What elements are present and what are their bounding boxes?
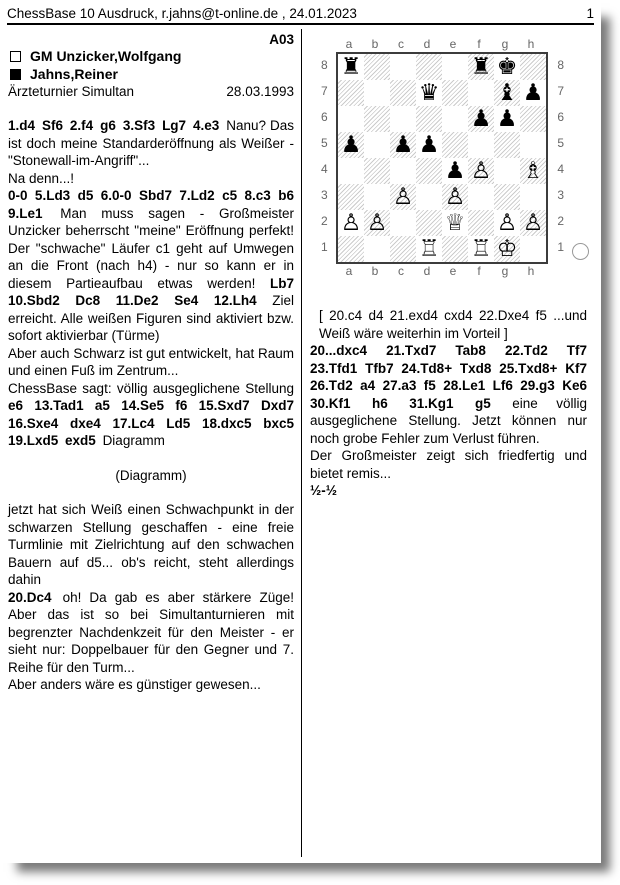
rank-label-2: 2 [321, 214, 328, 228]
chess-piece-bB-g7: ♝ [496, 80, 518, 106]
board-square-d1 [416, 236, 442, 262]
board-square-c6 [390, 106, 416, 132]
board-square-a6 [338, 106, 364, 132]
board-square-g5 [494, 132, 520, 158]
white-player-name: GM Unzicker,Wolfgang [30, 48, 182, 64]
chess-piece-wP-b2: ♙ [366, 210, 388, 236]
board-square-g4 [494, 158, 520, 184]
board-square-b1 [364, 236, 390, 262]
rank-label-2: 2 [557, 214, 564, 228]
chess-piece-wP-g2: ♙ [496, 210, 518, 236]
board-square-g1 [494, 236, 520, 262]
board-square-e1 [442, 236, 468, 262]
board-square-g8 [494, 54, 520, 80]
board-square-h6 [520, 106, 546, 132]
rank-labels-right [548, 52, 564, 264]
file-label-b: b [371, 37, 379, 51]
rank-labels-left [320, 52, 336, 264]
board-square-d6 [416, 106, 442, 132]
rank-label-8: 8 [557, 58, 564, 72]
file-labels-bottom [336, 264, 564, 279]
file-label-a: a [345, 264, 353, 278]
black-player-name: Jahns,Reiner [30, 66, 118, 82]
file-label-g: g [501, 37, 509, 51]
board-square-h1 [520, 236, 546, 262]
two-column-layout [7, 25, 594, 857]
chess-piece-wP-a2: ♙ [340, 210, 362, 236]
left-column [7, 25, 301, 857]
chess-piece-bR-f8: ♜ [470, 54, 492, 80]
chess-piece-bP-h7: ♟ [522, 80, 544, 106]
left-game-text [8, 117, 294, 694]
chess-piece-bP-c5: ♟ [392, 132, 414, 158]
board-square-a7 [338, 80, 364, 106]
rank-label-7: 7 [321, 84, 328, 98]
board-square-a1 [338, 236, 364, 262]
page-header [7, 6, 594, 25]
file-label-h: h [527, 37, 535, 51]
rank-label-4: 4 [321, 162, 328, 176]
chess-piece-bK-g8: ♚ [496, 54, 518, 80]
board-square-c2 [390, 210, 416, 236]
rank-label-6: 6 [557, 110, 564, 124]
rank-label-6: 6 [321, 110, 328, 124]
file-label-b: b [371, 264, 379, 278]
rank-label-5: 5 [321, 136, 328, 150]
board-square-a4 [338, 158, 364, 184]
chess-piece-bP-a5: ♟ [340, 132, 362, 158]
rank-label-4: 4 [557, 162, 564, 176]
board-square-f6 [468, 106, 494, 132]
chess-piece-wP-c3: ♙ [392, 184, 414, 210]
right-column [302, 25, 594, 857]
board-square-b5 [364, 132, 390, 158]
rank-label-3: 3 [557, 188, 564, 202]
file-label-d: d [423, 264, 431, 278]
board-square-e4 [442, 158, 468, 184]
board-square-d3 [416, 184, 442, 210]
board-square-e5 [442, 132, 468, 158]
board-square-b3 [364, 184, 390, 210]
board-square-d2 [416, 210, 442, 236]
board-square-e6 [442, 106, 468, 132]
board-square-h2 [520, 210, 546, 236]
file-label-a: a [345, 37, 353, 51]
board-square-b2 [364, 210, 390, 236]
file-label-f: f [477, 264, 481, 278]
file-label-h: h [527, 264, 535, 278]
file-label-g: g [501, 264, 509, 278]
header-title: ChessBase 10 Ausdruck, r.jahns@t-online.de , 24.01.2023 [7, 6, 357, 21]
board-square-e2 [442, 210, 468, 236]
board-square-g7 [494, 80, 520, 106]
game-date: 28.03.1993 [226, 84, 294, 99]
board-square-c8 [390, 54, 416, 80]
file-label-e: e [449, 264, 457, 278]
chess-piece-bQ-d7: ♛ [418, 80, 440, 106]
board-square-f2 [468, 210, 494, 236]
chess-piece-bP-g6: ♟ [496, 106, 518, 132]
file-labels-top [336, 37, 564, 52]
board-square-d4 [416, 158, 442, 184]
file-label-f: f [477, 37, 481, 51]
chess-piece-wB-h4: ♗ [522, 158, 544, 184]
game-text-part-1: 1.d4 Sf6 2.f4 g6 3.Sf3 Lg7 4.e3 Nanu? Das ist doch meine Standarderöffnung als Weißer - "Stonewall-im-Angriff"... Na denn...! 0-0 5.Ld3 d5 6.0-0 Sbd7 7.Ld2 c5 8.c3 b6 9.Le1 Man muss sagen - Großmeister Unzicker beherrscht "meine" Eröffnung perfekt! Der "schwache" Läufer c1 geht auf Umwegen an die Front (nach h4) - nur so kann er in diesem Partieaufbau etwas werden! Lb7 10.Sbd2 Dc8 11.De2 Se4 12.Lh4 Ziel erreicht. Alle weißen Figuren sind aktiviert bzw. sofort aktivierbar (Türme) Aber auch Schwarz ist gut entwickelt, hat Raum und einen Fuß im Zentrum... ChessBase sagt: völlig ausgeglichene Stellung e6 13.Tad1 a5 14.Se5 f6 15.Sxd7 Dxd7 16.Sxe4 dxe4 17.Lc4 Ld5 18.dxc5 bxc5 19.Lxd5 exd5 Diagramm [8, 118, 294, 448]
board-square-f8 [468, 54, 494, 80]
white-player-row [8, 47, 294, 65]
board-square-c7 [390, 80, 416, 106]
file-label-c: c [398, 37, 404, 51]
board-square-g6 [494, 106, 520, 132]
board-square-c3 [390, 184, 416, 210]
diagram-caption: (Diagramm) [115, 467, 187, 483]
chess-piece-wQ-e2: ♕ [444, 210, 466, 236]
mainline-continuation: 20...dxc4 21.Txd7 Tab8 22.Td2 Tf7 23.Tfd1 Tfb7 24.Td8+ Txd8 25.Txd8+ Kf7 26.Td2 a4 27.a3 f5 28.Le1 Lf6 29.g3 Ke6 30.Kf1 h6 31.Kg1 g5 eine völlig ausgeglichene Stellung. Jetzt können nur noch grobe Fehler zum Verlust führen. Der Großmeister zeigt sich friedfertig und bietet remis... ½-½ [310, 343, 587, 498]
board-square-a5 [338, 132, 364, 158]
board-square-f7 [468, 80, 494, 106]
rank-label-1: 1 [321, 240, 328, 254]
black-player-row [8, 65, 294, 83]
rank-label-7: 7 [557, 84, 564, 98]
board-square-a8 [338, 54, 364, 80]
rank-label-1: 1 [557, 240, 564, 254]
chess-piece-wP-f4: ♙ [470, 158, 492, 184]
board-square-f3 [468, 184, 494, 210]
chess-piece-wP-h2: ♙ [522, 210, 544, 236]
board-square-h3 [520, 184, 546, 210]
board-square-g2 [494, 210, 520, 236]
board-square-b7 [364, 80, 390, 106]
rank-label-5: 5 [557, 136, 564, 150]
white-side-icon [10, 51, 21, 62]
rank-label-3: 3 [321, 188, 328, 202]
white-to-move-indicator [572, 243, 589, 260]
chess-piece-bP-e4: ♟ [444, 158, 466, 184]
board-square-f5 [468, 132, 494, 158]
board-square-f1 [468, 236, 494, 262]
board-square-d5 [416, 132, 442, 158]
event-row [8, 83, 294, 101]
board-square-h4 [520, 158, 546, 184]
board-square-h8 [520, 54, 546, 80]
board-square-d7 [416, 80, 442, 106]
board-square-e8 [442, 54, 468, 80]
file-label-e: e [449, 37, 457, 51]
event-name: Ärzteturnier Simultan [8, 84, 135, 99]
board-square-b8 [364, 54, 390, 80]
board-square-d8 [416, 54, 442, 80]
chess-board-diagram [320, 37, 564, 279]
board-square-b6 [364, 106, 390, 132]
chess-piece-wP-e3: ♙ [444, 184, 466, 210]
board-square-e3 [442, 184, 468, 210]
board-square-g3 [494, 184, 520, 210]
board-squares [336, 52, 548, 264]
board-square-a3 [338, 184, 364, 210]
board-square-a2 [338, 210, 364, 236]
eco-code: A03 [269, 32, 294, 47]
board-square-c4 [390, 158, 416, 184]
board-square-h5 [520, 132, 546, 158]
file-label-d: d [423, 37, 431, 51]
board-square-c1 [390, 236, 416, 262]
chess-piece-wR-f1: ♖ [470, 236, 492, 262]
right-game-text [310, 307, 587, 500]
chess-piece-bP-f6: ♟ [470, 106, 492, 132]
black-side-icon [10, 69, 21, 80]
board-square-f4 [468, 158, 494, 184]
variation-note: [ 20.c4 d4 21.exd4 cxd4 22.Dxe4 f5 ...und Weiß wäre weiterhin im Vorteil ] [319, 308, 587, 341]
chess-piece-bP-d5: ♟ [418, 132, 440, 158]
board-square-c5 [390, 132, 416, 158]
chess-piece-bR-a8: ♜ [340, 54, 362, 80]
file-label-c: c [398, 264, 404, 278]
board-square-h7 [520, 80, 546, 106]
board-middle [320, 52, 564, 264]
chess-piece-wR-d1: ♖ [418, 236, 440, 262]
rank-label-8: 8 [321, 58, 328, 72]
board-square-b4 [364, 158, 390, 184]
game-text-part-2: jetzt hat sich Weiß einen Schwachpunkt in der schwarzen Stellung geschaffen - eine freie Turmlinie mit Zielrichtung auf den schwachen Bauern auf d5... ob's reicht, steht allerdings dahin 20.Dc4 oh! Da gab es aber stärkere Züge! Aber das ist so bei Simultanturnieren mit begrenzter Nachdenkzeit für den Meister - er sieht nur: Doppelbauer für den Gegner und 7. Reihe für den Turm... Aber anders wäre es günstiger gewesen... [8, 502, 294, 692]
board-square-e7 [442, 80, 468, 106]
chess-piece-wK-g1: ♔ [496, 236, 518, 262]
page-number: 1 [586, 6, 594, 21]
